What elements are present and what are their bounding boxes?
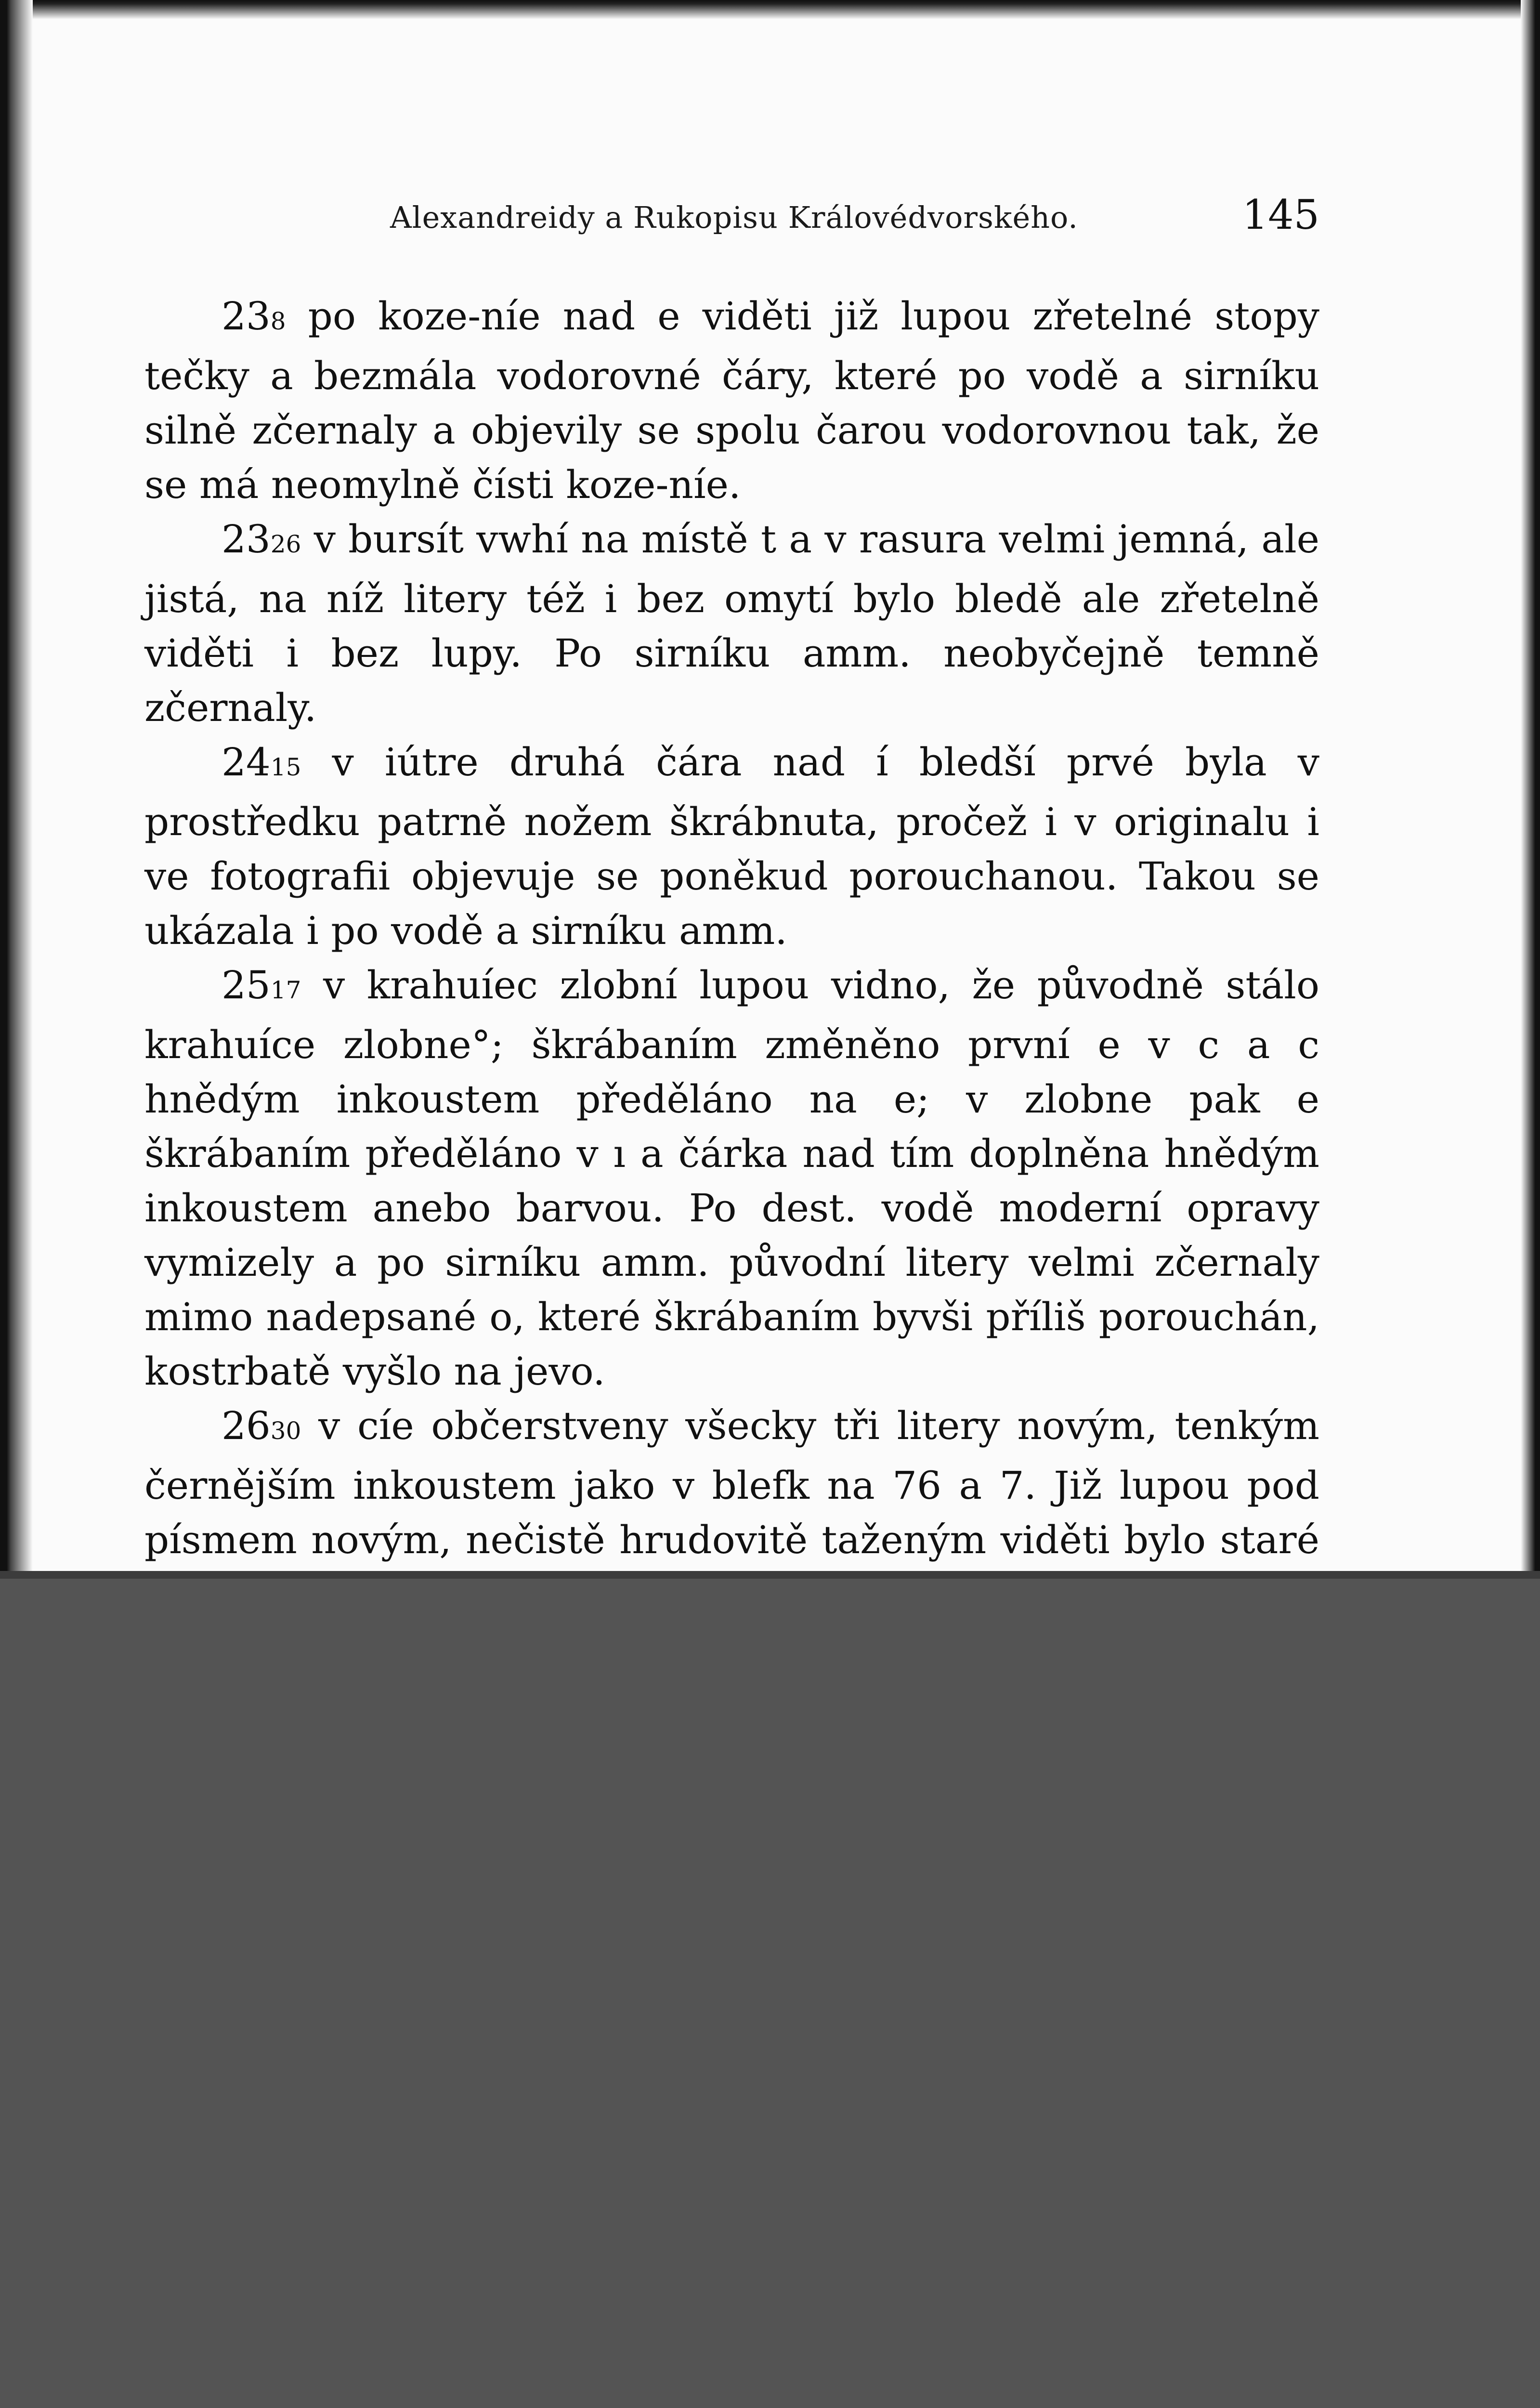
ref-main: 26 (222, 1403, 271, 1448)
line-reference (222, 517, 301, 562)
paragraph-3 (144, 735, 1319, 958)
cut-edge (0, 1571, 1540, 1579)
paragraph-text: v krahuíec zlobní lupou vidno, že původně stálo krahuíce zlobne°; škrábaním změněno první e v c a c hnědým inkoustem předěláno na e; v zlobne pak e škrábaním předěláno v ı a čárka nad tím doplněna hnědým inkoustem anebo barvou. Po dest. vodě moderní opravy vymizely a po sirníku amm. původní litery velmi zčernaly mimo nadepsané o, které škrábaním byvši příliš porouchán, kostrbatě vyšlo na jevo. (144, 963, 1320, 1394)
ref-main: 23 (222, 517, 271, 562)
paragraph-1 (144, 289, 1319, 512)
scan-edge-top (0, 0, 1540, 19)
paragraph-text: v bursít vwhí na místě t a v rasura velmi jemná, ale jistá, na níž litery též i bez omytí bylo bledě ale zřetelně viděti i bez lupy. Po sirníku amm. neobyčejně temně zčernaly. (144, 517, 1319, 730)
ref-sub: 17 (270, 976, 301, 1004)
scan-edge-right (1521, 0, 1540, 1571)
blank-gray-region (0, 1571, 1540, 2408)
paragraph-text: v cíe občerstveny všecky tři litery novým, tenkým černějším inkoustem jako v blefk na 76 a 7. Již lupou pod písmem novým, nečistě hrudovitě taženým viděti bylo staré (144, 1403, 1319, 1562)
ref-sub: 26 (270, 530, 301, 558)
ref-sub: 30 (270, 1417, 301, 1445)
ref-sub: 8 (270, 307, 286, 335)
page-header (144, 191, 1319, 248)
ref-main: 23 (222, 294, 271, 339)
running-title: Alexandreidy a Rukopisu Královédvorského. (390, 200, 1079, 235)
paragraph-text: po koze-níe nad e viděti již lupou zřetelné stopy tečky a bezmála vodorovné čáry, které po vodě a sirníku silně zčernaly a objevily se spolu čarou vodorovnou tak, že se má neomylně čísti koze-níe. (144, 294, 1319, 507)
ref-sub: 15 (270, 753, 301, 781)
paragraph-2 (144, 512, 1319, 735)
ref-main: 25 (222, 963, 271, 1008)
paragraph-text: v iútre druhá čára nad í bledší prvé byla v prostředku patrně nožem škrábnuta, pročež i v originalu i ve fotografii objevuje se poněkud porouchanou. Takou se ukázala i po vodě a sirníku amm. (144, 740, 1319, 953)
line-reference (222, 1403, 301, 1448)
line-reference (222, 294, 286, 339)
page-number: 145 (1242, 191, 1319, 238)
line-reference (222, 740, 301, 785)
line-reference (222, 963, 301, 1008)
paragraph-4 (144, 958, 1319, 1399)
ref-main: 24 (222, 740, 271, 785)
scan-edge-left (0, 0, 33, 1571)
text-body (144, 289, 1319, 1730)
